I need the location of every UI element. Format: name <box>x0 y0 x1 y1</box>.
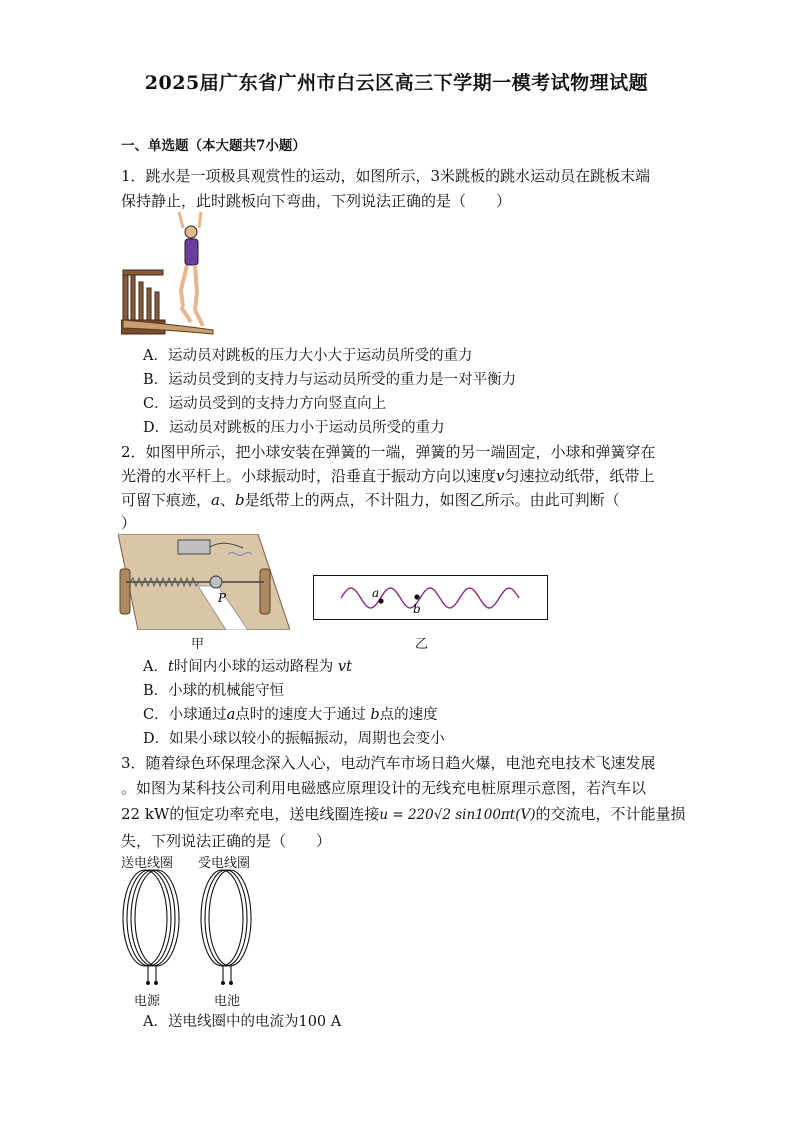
power-source-label: 电源 <box>134 994 161 1009</box>
q3-voltage-equation: u = 220√2 sin100πt(V) <box>379 807 536 823</box>
q1-option-d[interactable]: D．运动员对跳板的压力小于运动员所受的重力 <box>143 420 445 436</box>
send-coil <box>123 870 179 982</box>
q3-stem-line1: 3．随着绿色环保理念深入人心，电动汽车市场日趋火爆，电池充电技术飞速发展 <box>121 754 656 772</box>
q2-option-a-prefix: A． <box>143 659 168 675</box>
q2-option-a-t: t <box>167 659 174 675</box>
q3-line3-post: 的交流电，不计能量损 <box>535 805 686 823</box>
q1-stem-line1: 1．跳水是一项极具观赏性的运动，如图所示，3米跳板的跳水运动员在跳板末端 <box>121 167 651 185</box>
ball <box>210 576 222 588</box>
q2-option-c-a: a <box>226 707 236 723</box>
q2-option-c-b: b <box>370 707 380 723</box>
q3-stem-line4: 失，下列说法正确的是（ ） <box>121 832 332 850</box>
point-b <box>414 594 419 599</box>
wireless-coils-figure <box>118 866 258 988</box>
q3-stem-line2: 。如图为某科技公司利用电磁感应原理设计的无线充电桩原理示意图，若汽车以 <box>121 779 647 797</box>
send-terminal-1 <box>146 981 150 985</box>
q2-stem-line1: 2．如图甲所示，把小球安装在弹簧的一端，弹簧的另一端固定，小球和弹簧穿在 <box>121 443 656 461</box>
send-terminal-2 <box>154 981 158 985</box>
section-heading: 一、单选题（本大题共7小题） <box>121 138 306 154</box>
q2-velocity-symbol: v <box>496 467 505 485</box>
tape-border <box>314 576 548 620</box>
point-a <box>378 598 383 603</box>
q2-line3-rest: 是纸带上的两点，不计阻力，如图乙所示。由此可判断（ <box>244 491 620 509</box>
page-title: 2025届广东省广州市白云区高三下学期一模考试物理试题 <box>144 72 649 94</box>
q1-stem-line2: 保持静止，此时跳板向下弯曲，下列说法正确的是（ ） <box>121 192 512 210</box>
coil-label-send: 送电线圈 <box>121 856 174 871</box>
roller <box>178 540 210 554</box>
q1-option-a[interactable]: A．运动员对跳板的压力大小大于运动员所受的重力 <box>143 348 473 364</box>
q2-option-a-mid: 时间内小球的运动路程为 <box>173 659 334 675</box>
label-p: P <box>218 591 227 605</box>
q2-option-c-mid: 点时的速度大于通过 <box>235 707 366 723</box>
label-a: a <box>372 586 380 600</box>
left-support <box>120 569 130 614</box>
label-b: b <box>413 602 421 616</box>
tape-trace-figure <box>313 575 549 621</box>
q2-option-a[interactable] <box>143 655 352 676</box>
q2-stem-line4: ） <box>121 514 137 532</box>
q2-option-b[interactable]: B．小球的机械能守恒 <box>143 683 285 699</box>
q3-line3-pre: 22 kW的恒定功率充电，送电线圈连接 <box>121 805 380 823</box>
receive-terminal-2 <box>229 981 233 985</box>
receive-terminal-1 <box>221 981 225 985</box>
q2-option-c-post: 点的速度 <box>379 707 438 723</box>
receive-coil <box>201 870 251 982</box>
q3-option-a[interactable]: A．送电线圈中的电流为100 A <box>143 1014 342 1030</box>
diver <box>179 212 203 326</box>
q2-line2-rest: 匀速拉动纸带，纸带上 <box>504 467 655 485</box>
q2-stem-line3 <box>121 489 620 510</box>
q2-line3-sep: 、 <box>219 491 235 509</box>
q1-option-c[interactable]: C．运动员受到的支持力方向竖直向上 <box>143 396 387 412</box>
q2-line3-a: 可留下痕迹， <box>121 491 212 509</box>
q1-option-b[interactable]: B．运动员受到的支持力与运动员所受的重力是一对平衡力 <box>143 372 517 388</box>
battery-label: 电池 <box>214 994 241 1009</box>
figure-caption-jia: 甲 <box>191 637 205 652</box>
q2-option-d[interactable]: D．如果小球以较小的振幅振动，周期也会变小 <box>143 731 445 747</box>
q2-point-b-symbol: b <box>234 491 245 509</box>
q3-stem-line3 <box>121 803 686 824</box>
right-support <box>260 569 270 614</box>
q2-stem-line2 <box>121 465 655 486</box>
q2-point-a-symbol: a <box>211 491 220 509</box>
q2-option-c[interactable] <box>143 703 438 724</box>
q2-option-a-vt: vt <box>337 659 352 675</box>
coil-label-receive: 受电线圈 <box>198 856 251 871</box>
diver-figure <box>121 212 221 337</box>
q2-line2-text: 光滑的水平杆上。小球振动时，沿垂直于振动方向以速度 <box>121 467 497 485</box>
q2-option-c-pre: C．小球通过 <box>143 707 227 723</box>
figure-caption-yi: 乙 <box>415 637 429 652</box>
spring-oscillator-figure <box>118 534 290 630</box>
